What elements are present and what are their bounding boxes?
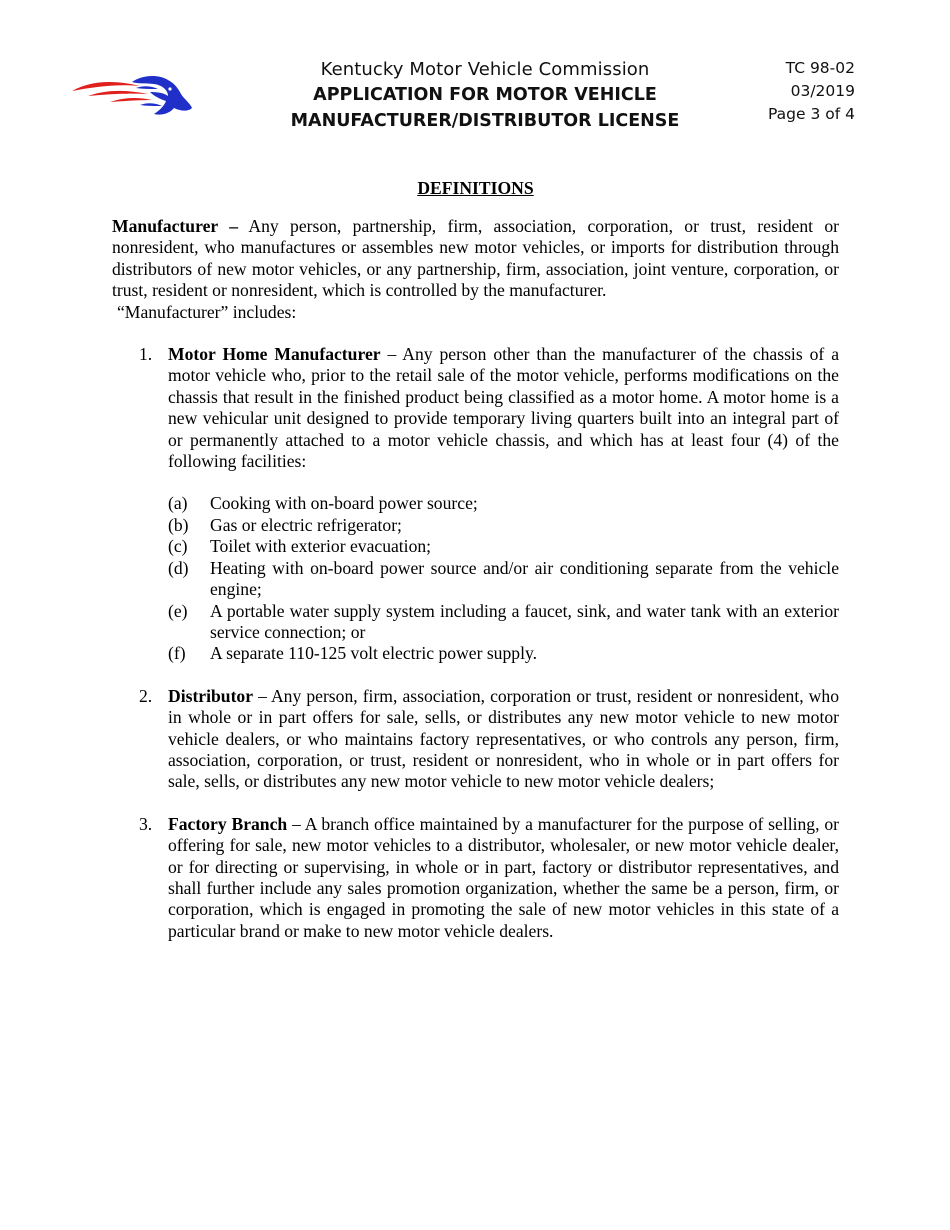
definition-item-motor-home [112, 344, 839, 665]
list-item-text: Toilet with exterior evacuation; [210, 536, 432, 557]
list-item-letter: (c) [168, 536, 188, 557]
definitions-section [112, 176, 839, 942]
definition-item-factory-branch [112, 814, 839, 942]
list-item [168, 643, 839, 664]
motor-home-term: Motor Home Manufacturer [168, 344, 381, 365]
list-item [168, 493, 839, 514]
motor-home-definition [168, 344, 839, 472]
distributor-term: Distributor [168, 685, 254, 706]
item-number: 1. [139, 344, 153, 365]
definitions-heading: DEFINITIONS [417, 178, 534, 198]
manufacturer-includes: “Manufacturer” includes: [117, 301, 297, 322]
list-item-letter: (e) [168, 600, 188, 621]
list-item-text: Heating with on-board power source and/or air conditioning separate from the vehicle engine; [210, 557, 839, 600]
list-item-letter: (f) [168, 643, 186, 664]
definition-item-distributor [112, 686, 839, 793]
list-item-letter: (a) [168, 493, 188, 514]
list-item [168, 515, 839, 536]
manufacturer-text: Any person, partnership, firm, association, corporation, or trust, resident or nonresident, who manufactures or assembles new motor vehicles, or imports for distribution through distributors of new motor vehicles, or any partnership, firm, association, joint venture, corporation, or trust, resident or nonresident, which is controlled by the manufacturer. [112, 216, 839, 301]
distributor-definition [168, 686, 839, 793]
list-item-text: Gas or electric refrigerator; [210, 514, 402, 535]
commission-name: Kentucky Motor Vehicle Commission [320, 59, 650, 80]
item-number: 2. [139, 685, 153, 706]
factory-branch-definition [168, 814, 839, 942]
horse-head-logo-icon [70, 72, 195, 117]
form-header [275, 57, 695, 134]
list-item-text: A separate 110-125 volt electric power supply. [210, 643, 538, 664]
manufacturer-term: Manufacturer – [112, 216, 239, 236]
list-item [168, 601, 839, 644]
list-item-text: A portable water supply system including a faucet, sink, and water tank with an exterior service connection; or [210, 600, 839, 642]
page-number: Page 3 of 4 [768, 105, 855, 123]
list-item [168, 558, 839, 601]
factory-branch-text: – A branch office maintained by a manufacturer for the purpose of selling, or offering for sale, new motor vehicles to a distributor, wholesaler, or new motor vehicle dealer, or for directing or supervising, in whole or in part, factory or distributor representatives, and shall further include any sales promotion organization, whether the same be a person, firm, or corporation, which is engaged in promoting the sale of new motor vehicles in this state of a particular brand or make to new motor vehicle dealers. [168, 813, 840, 941]
manufacturer-definition [112, 216, 839, 302]
form-date: 03/2019 [790, 82, 855, 100]
form-title-line-2: MANUFACTURER/DISTRIBUTOR LICENSE [290, 111, 680, 131]
item-number: 3. [139, 813, 153, 834]
list-item [168, 536, 839, 557]
list-item-letter: (b) [168, 514, 189, 535]
form-number: TC 98-02 [785, 59, 855, 77]
facilities-list [168, 493, 839, 664]
distributor-text: – Any person, firm, association, corporation or trust, resident or nonresident, who in whole or in part offers for sale, sells, or distributes any new motor vehicle to new motor vehicle dealers, or who maintains factory representatives, or who controls any person, firm, association, corporation, or trust, resident or nonresident, who in whole or in part offers for sale, sells, or distributes any new motor vehicle to new motor vehicle dealers; [168, 685, 839, 792]
list-item-letter: (d) [168, 557, 189, 578]
form-title-line-1: APPLICATION FOR MOTOR VEHICLE [313, 85, 657, 105]
motor-home-text: – Any person other than the manufacturer of the chassis of a motor vehicle who, prior to the retail sale of the motor vehicle, performs modifications on the chassis that result in the finished product being classified as a motor home. A motor home is a new vehicular unit designed to provide temporary living quarters built into an integral part of or permanently attached to a motor vehicle chassis, and which has at least four (4) of the following facilities: [168, 344, 839, 472]
factory-branch-term: Factory Branch [168, 813, 288, 834]
list-item-text: Cooking with on-board power source; [210, 493, 478, 514]
form-meta [768, 57, 855, 126]
